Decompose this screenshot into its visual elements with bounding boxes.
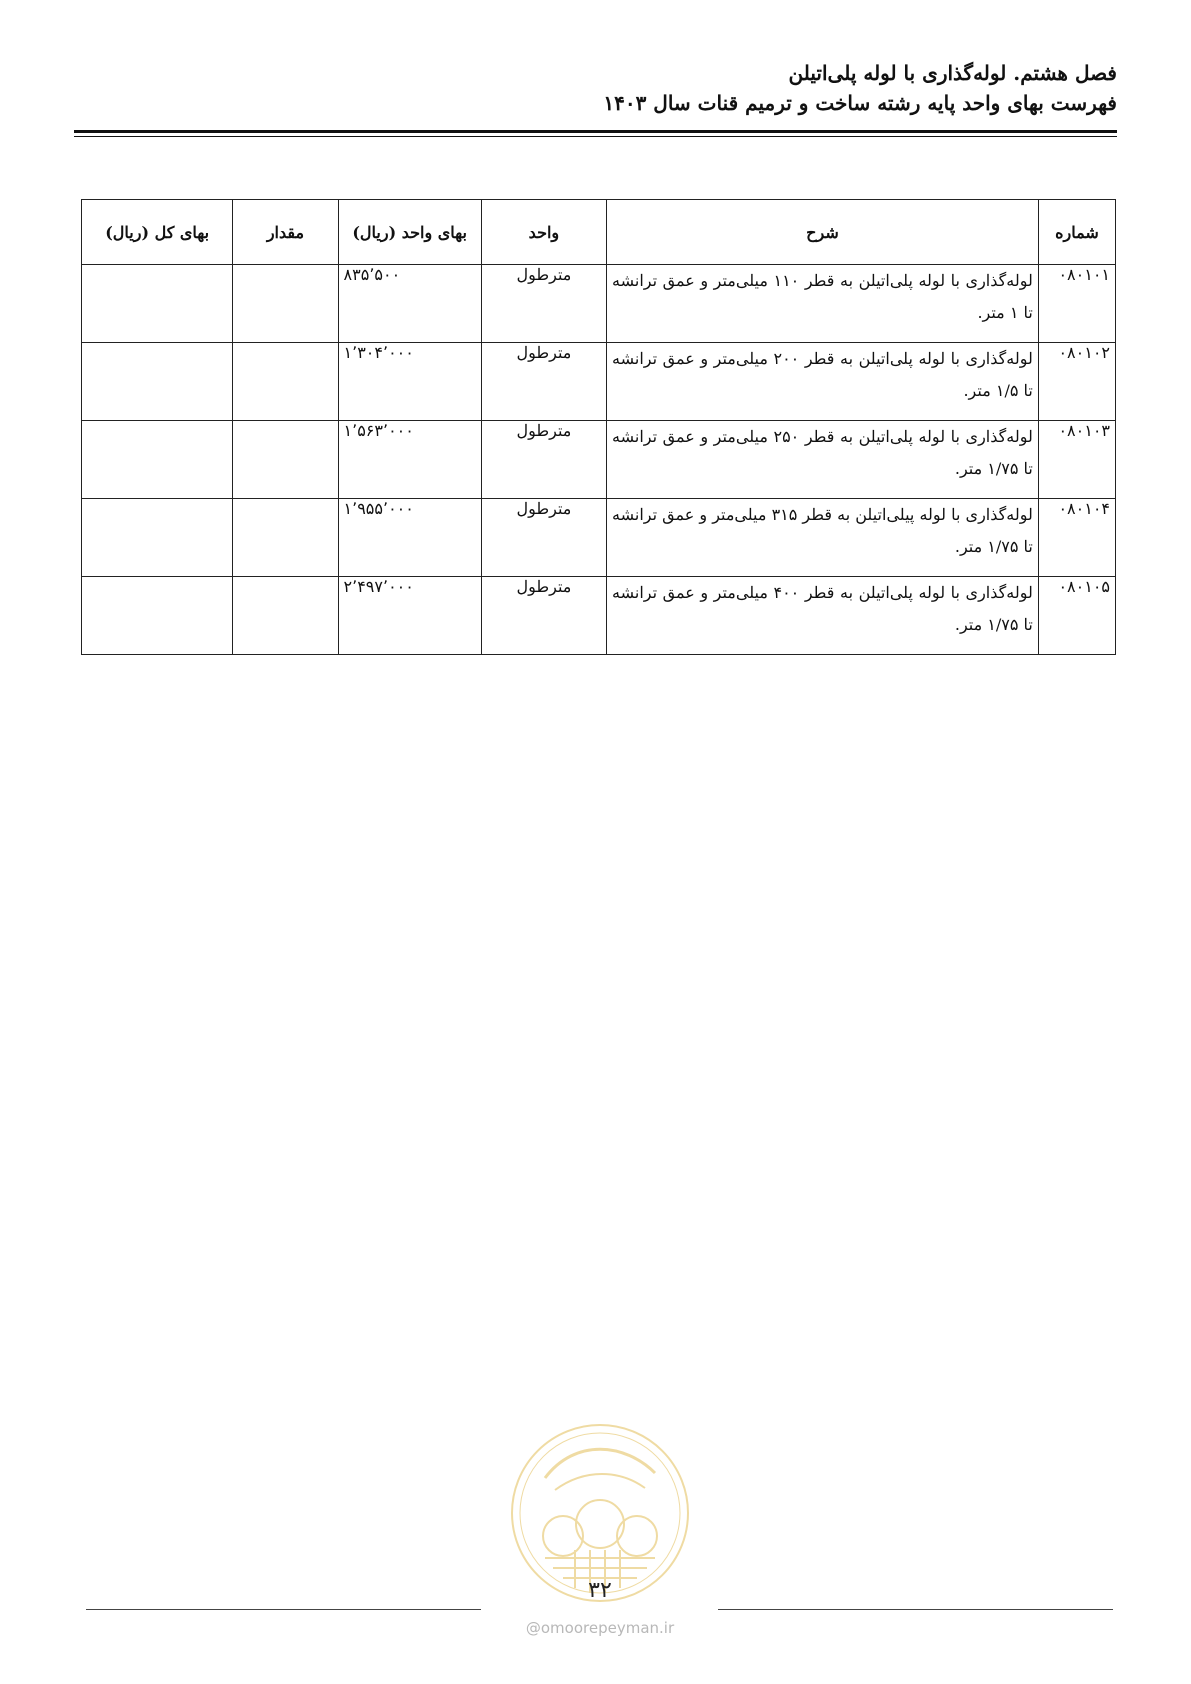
row-unit: مترطول <box>481 499 606 577</box>
row-unit-price: ۸۳۵٬۵۰۰ <box>338 265 481 343</box>
header-description: شرح <box>607 200 1039 265</box>
chapter-title: فصل هشتم. لوله‌گذاری با لوله پلی‌اتیلن <box>788 61 1117 85</box>
row-quantity <box>233 499 338 577</box>
table-row <box>82 343 1116 421</box>
row-description: لوله‌گذاری با لوله پیلی‌اتیلن به قطر ۳۱۵ میلی‌متر و عمق ترانشه تا ۱/۷۵ متر. <box>607 499 1039 577</box>
website-watermark: @omoorepeyman.ir <box>525 1619 675 1637</box>
row-unit: مترطول <box>481 421 606 499</box>
row-unit: مترطول <box>481 265 606 343</box>
row-unit: مترطول <box>481 343 606 421</box>
header-total-price: بهای کل (ریال) <box>82 200 233 265</box>
header-code: شماره <box>1038 200 1115 265</box>
header-divider-thin <box>74 136 1117 137</box>
header-unit: واحد <box>481 200 606 265</box>
row-description: لوله‌گذاری با لوله پلی‌اتیلن به قطر ۴۰۰ میلی‌متر و عمق ترانشه تا ۱/۷۵ متر. <box>607 577 1039 655</box>
row-code: ۰۸۰۱۰۳ <box>1038 421 1115 499</box>
table-row <box>82 577 1116 655</box>
row-unit: مترطول <box>481 577 606 655</box>
table-row <box>82 265 1116 343</box>
row-total-price <box>82 265 233 343</box>
row-quantity <box>233 421 338 499</box>
row-total-price <box>82 421 233 499</box>
row-quantity <box>233 343 338 421</box>
row-unit-price: ۲٬۴۹۷٬۰۰۰ <box>338 577 481 655</box>
row-code: ۰۸۰۱۰۲ <box>1038 343 1115 421</box>
row-code: ۰۸۰۱۰۱ <box>1038 265 1115 343</box>
row-unit-price: ۱٬۵۶۳٬۰۰۰ <box>338 421 481 499</box>
row-total-price <box>82 577 233 655</box>
row-quantity <box>233 265 338 343</box>
row-total-price <box>82 343 233 421</box>
header-unit-price: بهای واحد (ریال) <box>338 200 481 265</box>
row-description: لوله‌گذاری با لوله پلی‌اتیلن به قطر ۲۰۰ میلی‌متر و عمق ترانشه تا ۱/۵ متر. <box>607 343 1039 421</box>
row-unit-price: ۱٬۹۵۵٬۰۰۰ <box>338 499 481 577</box>
table-header-row <box>82 200 1116 265</box>
row-description: لوله‌گذاری با لوله پلی‌اتیلن به قطر ۲۵۰ میلی‌متر و عمق ترانشه تا ۱/۷۵ متر. <box>607 421 1039 499</box>
price-table <box>81 199 1116 655</box>
row-description: لوله‌گذاری با لوله پلی‌اتیلن به قطر ۱۱۰ میلی‌متر و عمق ترانشه تا ۱ متر. <box>607 265 1039 343</box>
page-number: ۳۲ <box>588 1578 612 1603</box>
header-quantity: مقدار <box>233 200 338 265</box>
row-code: ۰۸۰۱۰۵ <box>1038 577 1115 655</box>
row-quantity <box>233 577 338 655</box>
table-row <box>82 499 1116 577</box>
page-header <box>74 58 1117 118</box>
row-unit-price: ۱٬۳۰۴٬۰۰۰ <box>338 343 481 421</box>
header-divider-thick <box>74 130 1117 133</box>
row-total-price <box>82 499 233 577</box>
footer-divider-left <box>86 1609 481 1610</box>
row-code: ۰۸۰۱۰۴ <box>1038 499 1115 577</box>
table-row <box>82 421 1116 499</box>
price-list-title: فهرست بهای واحد پایه رشته ساخت و ترمیم قنات سال ۱۴۰۳ <box>603 91 1117 115</box>
footer-divider-right <box>718 1609 1113 1610</box>
